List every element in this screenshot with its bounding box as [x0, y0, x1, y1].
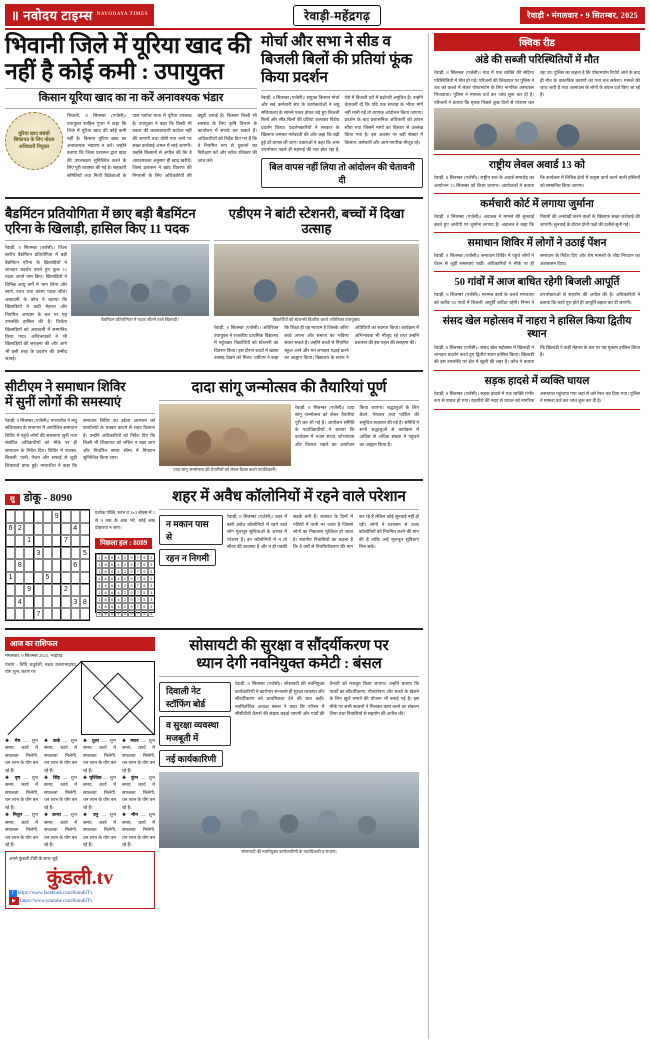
- puzzle-label: सु: [5, 494, 20, 505]
- sudoku-answer-cell: 9: [128, 575, 134, 582]
- divider: [434, 193, 640, 194]
- sudoku-answer-cell: 3: [148, 561, 154, 568]
- sudoku-answer-cell: 4: [115, 582, 121, 589]
- colony-body: रेवाड़ी, 8 सितम्बर (एजेंसी)। शहर में बसी अवैध कॉलोनियों में रहने वाले लोग मूलभूत सुविधाओं के अभाव में परेशान हैं। इन कॉलोनियों में न तो सीवर की व्यवस्था है और न ही पक्की सड़कें बनी हैं। बरसात के दिनों में गलियों में पानी भर जाता है जिससे लोगों का निकलना मुश्किल हो जाता है। स्थानीय निवासियों का कहना है कि वे वर्षों से नियमितीकरण की मांग कर रहे हैं लेकिन कोई सुनवाई नहीं हो रही। लोगों ने प्रशासन से जल्द कॉलोनियों को नियमित करने की मांग की है ताकि उन्हें मूलभूत सुविधाएं मिल सकें।: [227, 514, 419, 550]
- sudoku-answer-cell: 1: [96, 568, 102, 575]
- sudoku-cell[interactable]: 5: [80, 547, 89, 559]
- sudoku-cell[interactable]: 4: [71, 523, 80, 535]
- adm-headline: एडीएम ने बांटी स्टेशनरी, बच्चों में दिखा उत्साह: [228, 205, 405, 237]
- divider: [434, 271, 640, 272]
- masthead-right: [520, 4, 645, 26]
- sudoku-answer-cell: 8: [102, 554, 108, 561]
- quick-read-item-body: रेवाड़ी, 8 सितम्बर (एजेंसी)। मरम्मत कार्य के चलते मंगलवार को करीब 50 गांवों में बिजली आपूर्ति बाधित रहेगी। निगम ने उपभोक्ताओं से सहयोग की अपील की है। अधिकारियों ने बताया कि कार्य पूरा होते ही आपूर्ति बहाल कर दी जाएगी।: [434, 292, 640, 305]
- lead-headline-line1: भिवानी जिले में यूरिया खाद की: [5, 33, 251, 58]
- sudoku-cell[interactable]: 3: [34, 547, 43, 559]
- sudoku-answer-cell: 4: [115, 568, 121, 575]
- society-kicker-2: व सुरक्षा व्यवस्था मजबूती में: [159, 716, 231, 746]
- sudoku-answer-cell: 8: [102, 568, 108, 575]
- sudoku-cell[interactable]: [71, 608, 80, 620]
- sudoku-cell[interactable]: [43, 547, 52, 559]
- adm-body: रेवाड़ी, 8 सितम्बर (एजेंसी)। अतिरिक्त उपायुक्त ने राजकीय प्राथमिक विद्यालय में पहुंचकर विद्यार्थियों को स्टेशनरी का वितरण किया। इस दौरान बच्चों में खासा उत्साह देखने को मिला। एडीएम ने कहा कि शिक्षा ही वह माध्यम है जिसके जरिए बच्चे अपना और समाज का भविष्य संवार सकते हैं। उन्होंने बच्चों से नियमित स्कूल आने और मन लगाकर पढ़ाई करने का आह्वान किया। विद्यालय के स्टाफ ने अतिथियों का स्वागत किया। कार्यक्रम में अभिभावक भी मौजूद रहे तथा उन्होंने प्रशासन की इस पहल की सराहना की।: [214, 325, 419, 361]
- horoscope-sign: ❖ मिथुन — शुभ समय, कार्य में सफलता मिलेगी, धन लाभ के योग बन रहे हैं।: [5, 812, 38, 847]
- sudoku-cell[interactable]: 7: [34, 608, 43, 620]
- sudoku-answer-cell: 2: [122, 554, 128, 561]
- sudoku-cell[interactable]: 9: [52, 510, 61, 522]
- sudoku-answer-cell: 5: [141, 596, 147, 603]
- sudoku-answer-cell: 4: [115, 596, 121, 603]
- youtube-icon: ▶: [9, 897, 19, 905]
- sudoku-answer-cell: 8: [102, 561, 108, 568]
- sudoku-cell[interactable]: [24, 608, 33, 620]
- logo-subtext: NAVODAYA TIMES: [96, 12, 149, 18]
- sudoku-cell[interactable]: [52, 608, 61, 620]
- sudoku-cell[interactable]: 8: [80, 596, 89, 608]
- sudoku-answer-cell: 6: [109, 610, 115, 617]
- badminton-body: रेवाड़ी, 8 सितम्बर (एजेंसी)। जिला स्तरीय बैडमिंटन प्रतियोगिता में बड़ी बैडमिंटन एरिना के खिलाड़ियों ने शानदार प्रदर्शन करते हुए कुल 11 पदक अपने नाम किए। खिलाड़ियों ने विभिन्न आयु वर्गों में भाग लिया और स्वर्ण, रजत तथा कांस्य पदक जीते। अकादमी के कोच ने बताया कि खिलाड़ियों ने कड़ी मेहनत और नियमित अभ्यास के बल पर यह उपलब्धि हासिल की है। विजेता खिलाड़ियों को अकादमी में सम्मानित किया गया। अभिभावकों ने भी खिलाड़ियों की सराहना की और आगे भी इसी तरह के प्रदर्शन की उम्मीद जताई।: [5, 244, 67, 362]
- sudoku-cell[interactable]: 1: [24, 535, 33, 547]
- sudoku-cell[interactable]: [52, 584, 61, 596]
- second-band: [5, 206, 423, 363]
- sudoku-answer-cell: 3: [148, 596, 154, 603]
- sudoku-cell[interactable]: [34, 523, 43, 535]
- sudoku-answer-cell: 7: [135, 603, 141, 610]
- colony-kicker-1: न मकान पास से: [159, 515, 223, 545]
- ad-facebook[interactable]: [9, 890, 151, 897]
- sudoku-cell[interactable]: [24, 510, 33, 522]
- sudoku-cell[interactable]: [61, 547, 70, 559]
- quick-read-item-body: रेवाड़ी, 8 सितम्बर (एजेंसी)। समाधान शिविर में पहुंचे लोगों ने पेंशन से जुड़ी समस्याएं रखीं। अधिकारियों ने मौके पर ही समाधान के निर्देश दिए और शेष मामलों के शीघ्र निपटान का आश्वासन दिया।: [434, 253, 640, 266]
- fourth-band: [5, 488, 423, 621]
- society-photo: [159, 772, 419, 848]
- sudoku-answer-cell: 5: [141, 610, 147, 617]
- sudoku-cell[interactable]: [6, 559, 15, 571]
- sudoku-answer-cell: 2: [122, 603, 128, 610]
- sudoku-cell[interactable]: 7: [61, 535, 70, 547]
- quick-read-item: [434, 276, 640, 311]
- quick-read-item: [434, 159, 640, 194]
- quick-read-item-title: सड़क हादसे में व्यक्ति घायल: [484, 375, 590, 387]
- ctm-headline-line1: सीटीएम ने समाधान शिविर: [5, 378, 126, 394]
- sudoku-cell[interactable]: [80, 510, 89, 522]
- horoscope-sign: ❖ सिंह — शुभ समय, कार्य में सफलता मिलेगी, धन लाभ के योग बन रहे हैं।: [44, 775, 77, 810]
- sudoku-cell[interactable]: 4: [15, 596, 24, 608]
- society-caption: सोसायटी की नवनियुक्त कार्यकारिणी के पदाधिकारी व सदस्य।: [241, 849, 337, 855]
- sudoku-answer-cell: 9: [128, 561, 134, 568]
- sudoku-cell[interactable]: [15, 547, 24, 559]
- horoscope-sign: ❖ वृश्चिक — शुभ समय, कार्य में सफलता मिलेगी, धन लाभ के योग बन रहे हैं।: [83, 775, 116, 810]
- puzzle-note: प्रत्येक पंक्ति, स्तंभ व 3x3 बॉक्स में 1 से 9 तक के अंक भरें, कोई अंक दोहराया न जाए।: [95, 510, 155, 531]
- puzzle-answer-label: पिछला हल : 8089: [95, 538, 152, 549]
- sudoku-cell[interactable]: [43, 608, 52, 620]
- horoscope-sign: ❖ वृष — शुभ समय, कार्य में सफलता मिलेगी, धन लाभ के योग बन रहे हैं।: [5, 775, 38, 810]
- logo-text: नवोदय टाइम्स: [23, 8, 93, 23]
- horoscope-title: आज का राशिफल: [5, 637, 155, 651]
- dada-body: रेवाड़ी, 8 सितम्बर (एजेंसी)। दादा सांगू जन्मोत्सव को लेकर तैयारियां पूरी कर ली गई हैं। आयोजन समिति के पदाधिकारियों ने बताया कि कार्यक्रम में भजन संध्या, शोभायात्रा और विशाल भंडारे का आयोजन किया जाएगा। श्रद्धालुओं के लिए बैठने, पेयजल तथा पार्किंग की समुचित व्यवस्था की गई है। समिति ने सभी श्रद्धालुओं से कार्यक्रम में अधिक से अधिक संख्या में पहुंचने का आह्वान किया है।: [295, 404, 419, 447]
- lead-subhead: किसान यूरिया खाद का ना करें अनावश्यक भंडार: [38, 91, 224, 104]
- story-ctm: [5, 379, 155, 473]
- masthead: [5, 4, 645, 30]
- dada-headline: दादा सांगू जन्मोत्सव की तैयारियां पूर्ण: [191, 379, 387, 396]
- sudoku-answer-cell: 6: [109, 568, 115, 575]
- sudoku-cell[interactable]: [34, 596, 43, 608]
- sudoku-answer-cell: 6: [109, 589, 115, 596]
- masthead-center: [154, 4, 520, 26]
- sudoku-cell[interactable]: [43, 584, 52, 596]
- sudoku-cell[interactable]: [61, 608, 70, 620]
- sudoku-cell[interactable]: [71, 572, 80, 584]
- sudoku-cell[interactable]: [61, 559, 70, 571]
- horoscope-sign: ❖ मीन — शुभ समय, कार्य में सफलता मिलेगी, धन लाभ के योग बन रहे हैं।: [122, 812, 155, 847]
- sudoku-answer-cell: 4: [115, 603, 121, 610]
- sudoku-cell[interactable]: 2: [61, 584, 70, 596]
- sudoku-cell[interactable]: [43, 596, 52, 608]
- horoscope-sign: ❖ कन्या — शुभ समय, कार्य में सफलता मिलेगी, धन लाभ के योग बन रहे हैं।: [44, 812, 77, 847]
- sudoku-cell[interactable]: [34, 559, 43, 571]
- sudoku-answer-cell: 7: [135, 568, 141, 575]
- colony-kicker-2: रहन न निगमी: [159, 549, 216, 566]
- sudoku-cell[interactable]: [61, 510, 70, 522]
- story-dada: [159, 379, 419, 473]
- sudoku-answer-cell: 6: [109, 575, 115, 582]
- sudoku-cell[interactable]: [24, 572, 33, 584]
- horoscope-sign: ❖ मेष — शुभ समय, कार्य में सफलता मिलेगी, धन लाभ के योग बन रहे हैं।: [5, 737, 39, 773]
- sudoku-grid[interactable]: [5, 509, 90, 621]
- sudoku-answer-cell: 5: [141, 603, 147, 610]
- badminton-headline: बैडमिंटन प्रतियोगिता में छाए बड़ी बैडमिंटन एरिना के खिलाड़ी, हासिल किए 11 पदक: [5, 205, 196, 237]
- sudoku-answer-cell: 8: [102, 582, 108, 589]
- sudoku-answer-cell: 7: [135, 589, 141, 596]
- sudoku-cell[interactable]: [34, 510, 43, 522]
- divider: [434, 409, 640, 410]
- sudoku-answer-cell: 6: [109, 603, 115, 610]
- kundli-chart: [81, 661, 155, 735]
- sudoku-answer-cell: 4: [115, 589, 121, 596]
- sudoku-cell[interactable]: [52, 559, 61, 571]
- sudoku-answer-cell: 7: [135, 575, 141, 582]
- sudoku-answer-cell: 4: [115, 561, 121, 568]
- sudoku-answer-cell: 1: [96, 582, 102, 589]
- ctm-headline-line2: में सुनीं लोगों की समस्याएं: [5, 394, 122, 410]
- sudoku-cell[interactable]: [80, 572, 89, 584]
- sudoku-cell[interactable]: [80, 535, 89, 547]
- quick-read-item-title: कर्मचारी कोर्ट में लगाया जुर्माना: [480, 199, 594, 211]
- puzzle-title: डोकू - 8090: [23, 492, 73, 505]
- sudoku-cell[interactable]: [24, 523, 33, 535]
- quick-read-item-body: रेवाड़ी, 8 सितम्बर (एजेंसी)। गांव में एक व्यक्ति की संदिग्ध परिस्थितियों में मौत हो गई। परिजनों की शिकायत पर पुलिस ने शव को कब्जे में लेकर पोस्टमार्टम के लिए नागरिक अस्पताल भिजवाया। पुलिस ने मामला दर्ज कर जांच शुरू कर दी है। परिजनों ने बताया कि मृतक पिछले कुछ दिनों से परेशान चल रहा था। पुलिस का कहना है कि पोस्टमार्टम रिपोर्ट आने के बाद ही मौत के वास्तविक कारणों का पता चल सकेगा। मामले की जांच जारी है तथा आसपास के लोगों के बयान दर्ज किए जा रहे हैं।: [434, 70, 640, 105]
- sudoku-cell[interactable]: [15, 572, 24, 584]
- lead-story: [5, 33, 257, 190]
- adm-photo: [214, 244, 419, 316]
- sudoku-answer-cell: 2: [122, 575, 128, 582]
- ad-block[interactable]: [5, 851, 155, 908]
- sudoku-answer-cell: 8: [102, 596, 108, 603]
- sudoku-answer-cell: 5: [141, 554, 147, 561]
- horoscope-signs: [5, 737, 155, 849]
- sudoku-cell[interactable]: [15, 608, 24, 620]
- badminton-caption: बैडमिंटन प्रतियोगिता में पदक जीतने वाले खिलाड़ी।: [101, 316, 179, 322]
- sudoku-answer-cell: 5: [141, 575, 147, 582]
- morcha-headline: मोर्चा और सभा ने सीड व बिजली बिलों की प्रतियां फूंक किया प्रदर्शन: [261, 34, 413, 86]
- quick-read-item: [434, 198, 640, 233]
- society-headline-line2: ध्यान देगी नवनियुक्त कमेटी : बंसल: [196, 656, 382, 673]
- sudoku-answer-cell: 7: [135, 554, 141, 561]
- quick-read-item-body: रेवाड़ी, 8 सितम्बर (एजेंसी)। राष्ट्रीय स्तर के अवार्ड समारोह का आयोजन 13 सितम्बर को किया जाएगा। आयोजकों ने बताया कि कार्यक्रम में विभिन्न क्षेत्रों में उत्कृष्ट कार्य करने वाली हस्तियों को सम्मानित किया जाएगा।: [434, 175, 640, 188]
- sudoku-cell[interactable]: [34, 584, 43, 596]
- sudoku-answer-cell: 4: [115, 575, 121, 582]
- sudoku-cell[interactable]: 9: [24, 584, 33, 596]
- story-adm: [214, 206, 419, 363]
- sudoku-answer-cell: 3: [148, 610, 154, 617]
- sudoku-answer-cell: 9: [128, 589, 134, 596]
- sudoku-answer-cell: 9: [128, 582, 134, 589]
- horoscope-date: मंगलवार, 9 सितम्बर 2025, भाद्रपद: [5, 653, 63, 659]
- sudoku-cell[interactable]: [61, 596, 70, 608]
- sudoku-answer-cell: 8: [102, 610, 108, 617]
- lead-headline-line2: नहीं है कोई कमी : उपायुक्त: [5, 58, 224, 84]
- sudoku-cell[interactable]: [24, 547, 33, 559]
- society-kicker-1: दिवाली नेट स्टॉफिंग बोर्ड: [159, 682, 231, 712]
- puzzle-block: [5, 488, 155, 621]
- third-band: [5, 379, 423, 473]
- sudoku-answer-cell: 1: [96, 610, 102, 617]
- sudoku-answer-cell: 7: [135, 610, 141, 617]
- sudoku-cell[interactable]: [61, 572, 70, 584]
- sudoku-answer-cell: 2: [122, 610, 128, 617]
- story-badminton: [5, 206, 210, 363]
- quick-read-item: [434, 237, 640, 272]
- sudoku-answer-cell: 8: [102, 589, 108, 596]
- sudoku-cell[interactable]: [52, 572, 61, 584]
- colony-headline: शहर में अवैध कॉलोनियों में रहने वाले परेशान: [172, 489, 406, 506]
- badminton-photo: [71, 244, 209, 316]
- society-headline-line1: सोसायटी की सुरक्षा व सौंदर्यीकरण पर: [189, 638, 389, 655]
- sudoku-cell[interactable]: [71, 535, 80, 547]
- sudoku-cell[interactable]: [71, 547, 80, 559]
- sudoku-cell[interactable]: [52, 523, 61, 535]
- story-colony: [159, 488, 419, 621]
- sudoku-answer-cell: 5: [141, 582, 147, 589]
- sudoku-answer-cell: 7: [135, 582, 141, 589]
- sudoku-answer-cell: 4: [115, 554, 121, 561]
- sudoku-answer-cell: 2: [122, 561, 128, 568]
- quick-read-items: [434, 54, 640, 410]
- facebook-icon: f: [9, 890, 17, 897]
- sudoku-answer-cell: 2: [122, 596, 128, 603]
- dateline: रेवाड़ी • मंगलवार • 9 सितम्बर, 2025: [520, 7, 645, 24]
- sudoku-answer-cell: 9: [128, 610, 134, 617]
- horoscope-sign: ❖ तुला — शुभ समय, कार्य में सफलता मिलेगी, धन लाभ के योग बन रहे हैं।: [83, 737, 116, 773]
- quick-read-item-title: संसद खेल महोत्सव में नाहरा ने हासिल किया द्वितीय स्थान: [442, 316, 632, 341]
- sudoku-cell[interactable]: [24, 596, 33, 608]
- sudoku-cell[interactable]: [52, 535, 61, 547]
- ctm-body: रेवाड़ी, 8 सितम्बर (एजेंसी)। नगराधीश ने लघु सचिवालय के सभागार में आयोजित समाधान शिविर में पहुंचे लोगों की समस्याएं सुनीं तथा संबंधित अधिकारियों को मौके पर ही समाधान के निर्देश दिए। शिविर में राजस्व, बिजली, पानी, पेंशन और सफाई से जुड़ी शिकायतें प्राप्त हुईं। नगराधीश ने कहा कि समाधान शिविर का उद्देश्य आमजन को कार्यालयों के चक्कर काटने से राहत दिलाना है। उन्होंने अधिकारियों को निर्देश दिए कि किसी भी शिकायत को लंबित न रखा जाए और निर्धारित समय सीमा में निपटान सुनिश्चित किया जाए।: [5, 417, 155, 468]
- quick-read-item: [434, 54, 640, 155]
- divider: [434, 232, 640, 233]
- sudoku-answer-cell: 1: [96, 596, 102, 603]
- sudoku-answer-cell: 9: [128, 554, 134, 561]
- sudoku-answer-cell: 2: [122, 589, 128, 596]
- sudoku-answer-cell: 3: [148, 589, 154, 596]
- masthead-logo[interactable]: [5, 4, 154, 26]
- sudoku-cell[interactable]: 6: [6, 523, 15, 535]
- sudoku-cell[interactable]: 3: [71, 596, 80, 608]
- divider: [434, 370, 640, 371]
- sudoku-answer-cell: 4: [115, 610, 121, 617]
- morcha-body: रेवाड़ी, 8 सितम्बर (एजेंसी)। संयुक्त किसान मोर्चा और सर्व कर्मचारी संघ के कार्यकर्ताओं ने लघु सचिवालय के सामने एकत्र होकर बढ़े हुए बिजली बिलों और सीड बिलों की प्रतियां जलाकर विरोध प्रदर्शन किया। प्रदर्शनकारियों ने सरकार के खिलाफ जमकर नारेबाजी की और कहा कि बढ़ी हुई दरें वापस ली जाएं। वक्ताओं ने कहा कि आम उपभोक्ता पहले ही महंगाई की मार झेल रहा है, ऐसे में बिजली दरों में बढ़ोतरी अनुचित है। उन्होंने चेतावनी दी कि यदि एक सप्ताह के भीतर मांगें नहीं मानी गईं तो व्यापक आंदोलन किया जाएगा। प्रदर्शन के बाद प्रशासनिक अधिकारी को ज्ञापन सौंपा गया जिसमें मांगों का विस्तार से उल्लेख किया गया है। इस अवसर पर बड़ी संख्या में किसान, कर्मचारी और आम नागरिक मौजूद रहे।: [261, 95, 423, 153]
- sudoku-cell[interactable]: 2: [15, 523, 24, 535]
- ad-youtube[interactable]: [9, 897, 151, 905]
- sudoku-cell[interactable]: [34, 535, 43, 547]
- quick-read-item-body: रेवाड़ी, 8 सितम्बर (एजेंसी)। संसद खेल महोत्सव में खिलाड़ी ने शानदार प्रदर्शन करते हुए द्वितीय स्थान हासिल किया। खिलाड़ी की इस उपलब्धि पर क्षेत्र में खुशी की लहर है। कोच ने बताया कि खिलाड़ी ने कड़ी मेहनत के बल पर यह मुकाम हासिल किया है।: [434, 344, 640, 365]
- sudoku-answer-cell: 3: [148, 554, 154, 561]
- quick-read-item-body: रेवाड़ी, 8 सितम्बर (एजेंसी)। अदालत ने मामले की सुनवाई करते हुए आरोपी पर जुर्माना लगाया है। अदालत ने कहा कि नियमों की अनदेखी करने वालों के खिलाफ सख्त कार्रवाई की जाएगी। सुनवाई के दौरान दोनों पक्षों की दलीलें सुनी गईं।: [434, 214, 640, 227]
- sudoku-answer-cell: 1: [96, 561, 102, 568]
- sudoku-answer-cell: 2: [122, 582, 128, 589]
- sudoku-answer-cell: 9: [128, 603, 134, 610]
- sudoku-answer-cell: 3: [148, 603, 154, 610]
- sudoku-cell[interactable]: 1: [6, 572, 15, 584]
- horoscope-sign: ❖ कुंभ — शुभ समय, कार्य में सफलता मिलेगी, धन लाभ के योग बन रहे हैं।: [122, 775, 155, 810]
- sudoku-answer-cell: 6: [109, 582, 115, 589]
- sudoku-answer-cell: 6: [109, 554, 115, 561]
- sudoku-cell[interactable]: [43, 523, 52, 535]
- lead-body: भिवानी, 8 सितम्बर (एजेंसी)। उपायुक्त साहिल गुप्ता ने कहा कि जिले में यूरिया खाद की कोई कमी नहीं है। किसान यूरिया खाद का अनावश्यक भंडारण न करें। उन्होंने बताया कि जिला प्रशासन द्वारा खाद की उपलब्धता सुनिश्चित करने के लिए पूरी व्यवस्था की गई है। सहकारी समितियों तथा निजी विक्रेताओं के पास पर्याप्त मात्रा में यूरिया उपलब्ध है। उपायुक्त ने कहा कि किसी भी प्रकार की कालाबाजारी बर्दाश्त नहीं की जाएगी तथा दोषी पाए जाने पर सख्त कार्रवाई अमल में लाई जाएगी। उन्होंने किसानों से अपील की कि वे आवश्यकता अनुसार ही खाद खरीदें। जिला प्रशासन ने खाद वितरण की निगरानी के लिए अधिकारियों की ड्यूटी लगाई है। किसान किसी भी समस्या के लिए कृषि विभाग के कार्यालय में संपर्क कर सकते हैं। अधिकारियों को निर्देश दिए गए हैं कि वे नियमित रूप से दुकानों का निरीक्षण करें और स्टॉक रजिस्टर की जांच करें।: [67, 113, 257, 178]
- sudoku-answer-cell: 5: [141, 568, 147, 575]
- adm-caption: विद्यार्थियों को स्टेशनरी वितरित करते अतिरिक्त उपायुक्त।: [272, 316, 361, 322]
- sudoku-answer-cell: 6: [109, 561, 115, 568]
- sudoku-cell[interactable]: [52, 596, 61, 608]
- sudoku-answer-cell: 1: [96, 589, 102, 596]
- story-morcha: [261, 33, 423, 190]
- edition-badge: रेवाड़ी-महेंद्रगढ़: [293, 5, 381, 26]
- society-body: रेवाड़ी, 8 सितम्बर (एजेंसी)। सोसायटी की नवनियुक्त कार्यकारिणी ने कार्यभार संभालते ही सुरक्षा व्यवस्था और सौंदर्यीकरण को प्राथमिकता देने की बात कही। नवनिर्वाचित अध्यक्ष बंसल ने कहा कि परिसर में सीसीटीवी कैमरों की संख्या बढ़ाई जाएगी और गार्डों की तैनाती को मजबूत किया जाएगा। उन्होंने बताया कि पार्कों का सौंदर्यीकरण, पौधारोपण और बच्चों के खेलने के लिए झूले लगाने की योजना भी बनाई गई है। इस मौके पर सभी सदस्यों ने मिलकर काम करने का संकल्प लिया तथा निवासियों से सहयोग की अपील की।: [235, 681, 419, 717]
- divider: [434, 310, 640, 311]
- sudoku-answer-cell: 1: [96, 575, 102, 582]
- sudoku-cell[interactable]: [43, 510, 52, 522]
- horoscope-sign: ❖ धनु — शुभ समय, कार्य में सफलता मिलेगी, धन लाभ के योग बन रहे हैं।: [83, 812, 116, 847]
- sudoku-answer-cell: 3: [148, 575, 154, 582]
- sudoku-cell[interactable]: [80, 559, 89, 571]
- morcha-box-kicker: बिल वापस नहीं लिया तो आंदोलन की चेतावनी दी: [261, 158, 423, 188]
- dada-photo: [159, 404, 291, 466]
- sudoku-answer-cell: 5: [141, 589, 147, 596]
- page-columns: [5, 33, 645, 1039]
- ad-youtube-url: https://www.youtube.com/KundliTv: [20, 898, 93, 904]
- top-band: [5, 33, 423, 190]
- quick-read-item-title: अंडे की सब्जी परिस्थितियों में मौत: [475, 55, 599, 66]
- sudoku-cell[interactable]: [80, 523, 89, 535]
- sudoku-answer-cell: 7: [135, 596, 141, 603]
- sudoku-cell[interactable]: [34, 572, 43, 584]
- sudoku-answer-cell: 7: [135, 561, 141, 568]
- sudoku-answer-cell: 3: [148, 582, 154, 589]
- sudoku-answer-cell: 9: [128, 596, 134, 603]
- sudoku-cell[interactable]: [61, 523, 70, 535]
- quick-read-item-title: समाधान शिविर में लोगों ने उठाई पेंशन: [467, 238, 607, 250]
- sudoku-cell[interactable]: [6, 547, 15, 559]
- quick-read-item-title: 50 गांवों में आज बाधित रहेगी बिजली आपूर्ति: [454, 277, 620, 289]
- sudoku-answer-cell: 8: [102, 575, 108, 582]
- sudoku-cell[interactable]: [6, 608, 15, 620]
- sudoku-cell[interactable]: 8: [15, 559, 24, 571]
- sudoku-cell[interactable]: [43, 535, 52, 547]
- quick-read-photo: [434, 108, 640, 150]
- main-columns: [5, 33, 423, 1039]
- sudoku-answer-grid: [95, 553, 155, 616]
- sudoku-cell[interactable]: [6, 510, 15, 522]
- horoscope-note: पंचांग : तिथि चतुर्दशी, नक्षत्र उत्तराभाद्रपद, योग शुभ, करण गर: [5, 661, 77, 675]
- sudoku-cell[interactable]: [71, 510, 80, 522]
- sudoku-answer-cell: 1: [96, 603, 102, 610]
- quick-read-item: [434, 375, 640, 410]
- sudoku-cell[interactable]: [43, 559, 52, 571]
- quick-read-column: [428, 33, 640, 1039]
- quick-read-item-title: राष्ट्रीय लेवल अवार्ड 13 को: [488, 160, 585, 172]
- sudoku-answer-cell: 2: [122, 568, 128, 575]
- sudoku-cell[interactable]: [52, 547, 61, 559]
- lead-emblem: यूरिया खाद संबंधी शिकायत के लिए नोडल अधिकारी नियुक्त: [5, 112, 63, 170]
- divider: [434, 154, 640, 155]
- story-society: [159, 637, 419, 908]
- sudoku-answer-cell: 5: [141, 561, 147, 568]
- sudoku-cell[interactable]: [6, 535, 15, 547]
- sudoku-cell[interactable]: [15, 510, 24, 522]
- horoscope-sign: ❖ कर्क — शुभ समय, कार्य में सफलता मिलेगी, धन लाभ के योग बन रहे हैं।: [44, 737, 78, 773]
- dada-caption: दादा सांगू जन्मोत्सव की तैयारियों को लेकर बैठक करते पदाधिकारी।: [173, 466, 277, 472]
- quick-read-item-body: रेवाड़ी, 8 सितम्बर (एजेंसी)। सड़क हादसे में एक व्यक्ति गंभीर रूप से घायल हो गया। राहगीरों की मदद से घायल को नागरिक अस्पताल पहुंचाया गया जहां से उसे रेफर कर दिया गया। पुलिस ने मामला दर्ज कर जांच शुरू कर दी है।: [434, 391, 640, 404]
- sudoku-answer-cell: 6: [109, 596, 115, 603]
- sudoku-cell[interactable]: 5: [43, 572, 52, 584]
- ad-facebook-url: https://www.facebook.com/KundliTv: [17, 890, 93, 896]
- sudoku-cell[interactable]: 6: [71, 559, 80, 571]
- quick-read-header: क्विक रीड: [434, 33, 640, 51]
- horoscope-sign: ❖ मकर — शुभ समय, कार्य में सफलता मिलेगी, धन लाभ के योग बन रहे हैं।: [122, 737, 156, 773]
- quick-read-item: [434, 315, 640, 371]
- society-kicker-3: नई कार्यकारिणी: [159, 750, 223, 767]
- ad-title: अपने कुंडली टीवी के साथ जुड़ें: [9, 856, 58, 862]
- sudoku-answer-cell: 9: [128, 568, 134, 575]
- sudoku-cell[interactable]: [71, 584, 80, 596]
- fifth-band: [5, 637, 423, 908]
- sudoku-cell[interactable]: [6, 584, 15, 596]
- sudoku-answer-cell: 3: [148, 568, 154, 575]
- ad-logo: कुंडली.tv: [46, 866, 114, 889]
- logo-mark: ॥: [11, 8, 20, 23]
- sudoku-cell[interactable]: [24, 559, 33, 571]
- sudoku-cell[interactable]: [15, 584, 24, 596]
- sudoku-cell[interactable]: [6, 596, 15, 608]
- sudoku-cell[interactable]: [80, 608, 89, 620]
- sudoku-answer-cell: 8: [102, 603, 108, 610]
- horoscope-block: [5, 637, 155, 908]
- sudoku-cell[interactable]: [80, 584, 89, 596]
- sudoku-cell[interactable]: [15, 535, 24, 547]
- sudoku-answer-cell: 1: [96, 554, 102, 561]
